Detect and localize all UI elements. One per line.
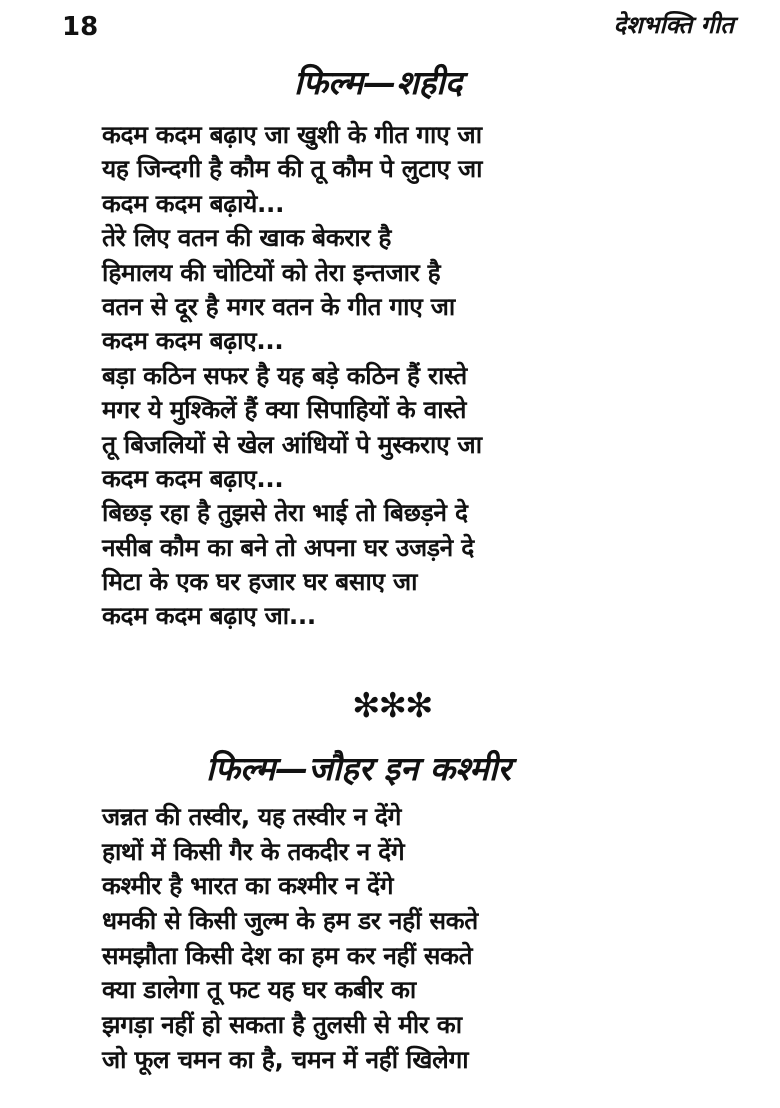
song-title-shaheed: फिल्म—शहीद xyxy=(294,63,463,102)
lyric-line: जन्नत की तस्वीर, यह तस्वीर न देंगे xyxy=(102,802,402,831)
lyric-line: मगर ये मुश्किलें हैं क्या सिपाहियों के वास्ते xyxy=(102,395,467,425)
lyric-line: जो फूल चमन का है, चमन में नहीं खिलेगा xyxy=(102,1044,469,1074)
song-title-jauhar-in-kashmir: फिल्म—जौहर इन कश्मीर xyxy=(206,749,511,788)
song-lyrics-jauhar-in-kashmir xyxy=(102,800,478,1078)
lyric-line: तू बिजलियों से खेल आंधियों पे मुस्कराए जा xyxy=(102,429,482,459)
lyric-line: बड़ा कठिन सफर है यह बड़े कठिन हैं रास्ते xyxy=(102,360,467,390)
lyric-line: धमकी से किसी जुल्म के हम डर नहीं सकते xyxy=(102,906,478,936)
song-lyrics-shaheed xyxy=(102,118,482,634)
page-number: 18 xyxy=(62,12,99,42)
lyric-line: कश्मीर है भारत का कश्मीर न देंगे xyxy=(102,871,394,901)
section-separator: ✻✻✻ xyxy=(352,686,432,726)
lyric-line: कदम कदम बढ़ाए जा... xyxy=(102,601,316,631)
lyric-line: कदम कदम बढ़ाये... xyxy=(102,188,285,218)
lyric-line: क्या डालेगा तू फट यह घर कबीर का xyxy=(102,975,416,1005)
lyric-line: हिमालय की चोटियों को तेरा इन्तजार है xyxy=(102,257,441,287)
lyric-line: बिछड़ रहा है तुझसे तेरा भाई तो बिछड़ने दे xyxy=(102,498,468,528)
lyric-line: कदम कदम बढ़ाए... xyxy=(102,463,284,493)
lyric-line: तेरे लिए वतन की खाक बेकरार है xyxy=(102,223,392,253)
lyric-line: कदम कदम बढ़ाए जा खुशी के गीत गाए जा xyxy=(102,120,482,149)
lyric-line: हाथों में किसी गैर के तकदीर न देंगे xyxy=(102,836,405,866)
lyric-line: नसीब कौम का बने तो अपना घर उजड़ने दे xyxy=(102,532,474,562)
running-title: देशभक्ति गीत xyxy=(613,11,734,39)
lyric-line: कदम कदम बढ़ाए... xyxy=(102,326,284,356)
lyric-line: यह जिन्दगी है कौम की तू कौम पे लुटाए जा xyxy=(102,154,483,184)
lyric-line: झगड़ा नहीं हो सकता है तुलसी से मीर का xyxy=(102,1010,462,1040)
lyric-line: वतन से दूर है मगर वतन के गीत गाए जा xyxy=(102,291,455,321)
lyric-line: समझौता किसी देश का हम कर नहीं सकते xyxy=(102,940,473,970)
lyric-line: मिटा के एक घर हजार घर बसाए जा xyxy=(102,567,418,597)
